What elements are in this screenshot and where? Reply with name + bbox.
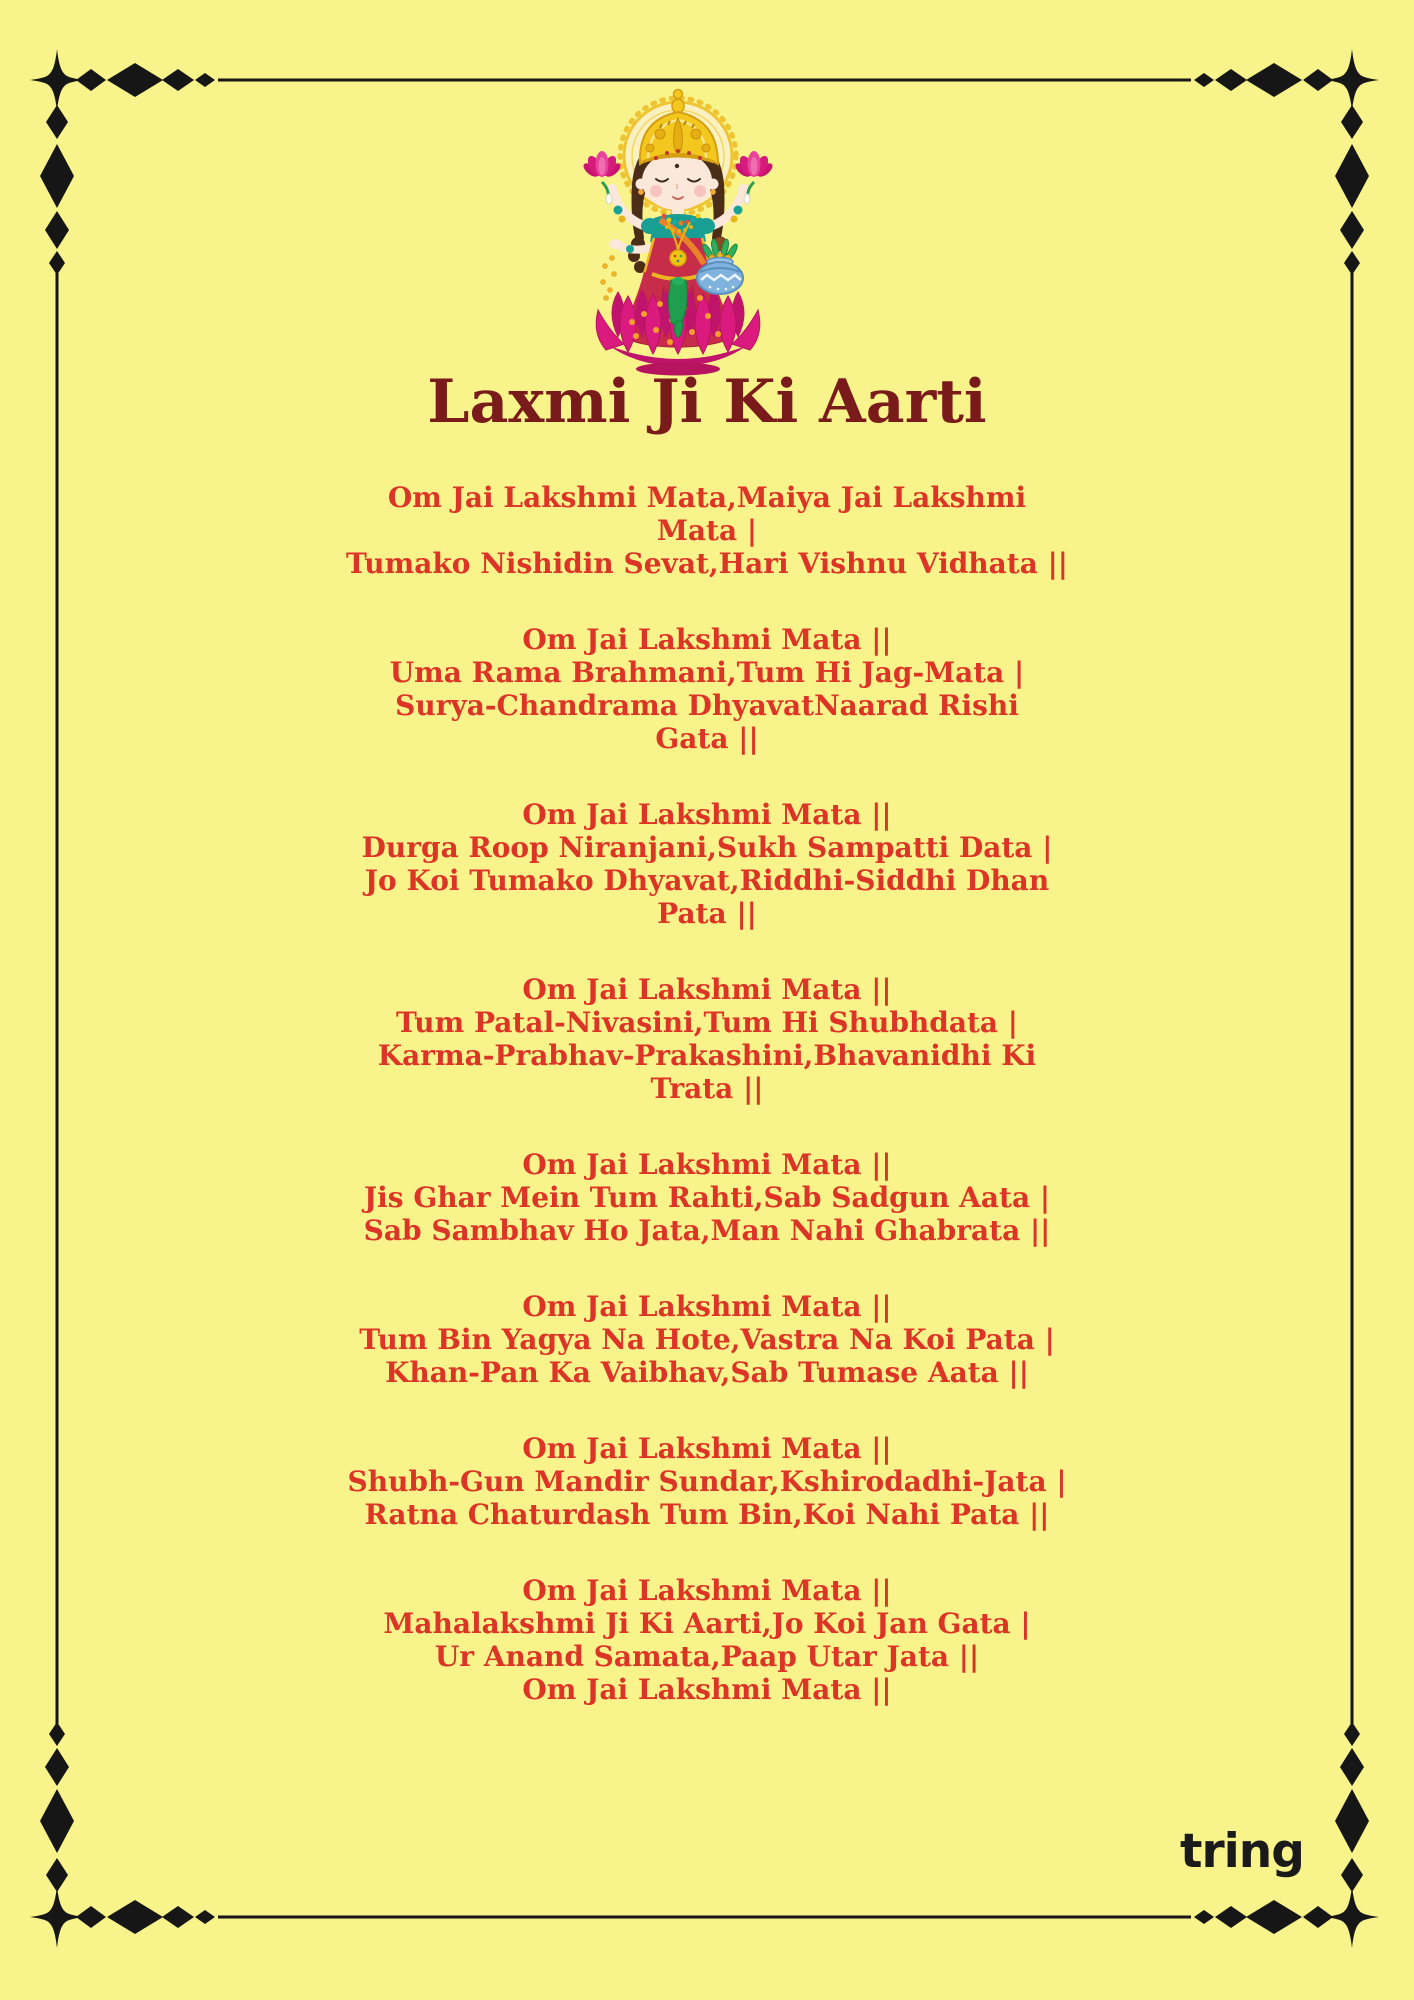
verse-line: Pata ||	[657, 897, 757, 930]
verse-line: Ur Anand Samata,Paap Utar Jata ||	[434, 1640, 980, 1673]
gold-coins	[601, 256, 617, 301]
verse-line: Mata |	[656, 514, 758, 547]
aarti-verse-8	[0, 1574, 1414, 1706]
verse-line: Uma Rama Brahmani,Tum Hi Jag-Mata |	[389, 656, 1025, 689]
verse-line: Trata ||	[650, 1072, 764, 1105]
verse-line: Tum Bin Yagya Na Hote,Vastra Na Koi Pata |	[359, 1323, 1055, 1356]
kalash-pot	[697, 237, 743, 294]
aarti-verse-1	[0, 481, 1414, 580]
verse-line: Shubh-Gun Mandir Sundar,Kshirodadhi-Jata |	[347, 1465, 1067, 1498]
verse-line: Tumako Nishidin Sevat,Hari Vishnu Vidhata ||	[346, 547, 1068, 580]
brand-logo: tring	[1180, 1824, 1304, 1879]
verse-line: Surya-Chandrama DhyavatNaarad Rishi	[395, 689, 1019, 722]
verse-line: Om Jai Lakshmi Mata ||	[522, 1148, 892, 1181]
verse-line: Sab Sambhav Ho Jata,Man Nahi Ghabrata ||	[363, 1214, 1051, 1247]
page-title: Laxmi Ji Ki Aarti	[427, 367, 987, 437]
lakshmi-illustration	[572, 86, 784, 378]
verse-line: Om Jai Lakshmi Mata,Maiya Jai Lakshmi	[387, 481, 1027, 514]
verse-line: Durga Roop Niranjani,Sukh Sampatti Data |	[361, 831, 1053, 864]
verse-line: Tum Patal-Nivasini,Tum Hi Shubhdata |	[395, 1006, 1018, 1039]
aarti-verses	[0, 481, 1414, 1749]
verse-line: Om Jai Lakshmi Mata ||	[522, 1574, 892, 1607]
pendant	[670, 250, 686, 266]
crown	[640, 90, 718, 165]
verse-line: Khan-Pan Ka Vaibhav,Sab Tumase Aata ||	[385, 1356, 1029, 1389]
verse-line: Mahalakshmi Ji Ki Aarti,Jo Koi Jan Gata |	[383, 1607, 1031, 1640]
verse-line: Om Jai Lakshmi Mata ||	[522, 973, 892, 1006]
verse-line: Karma-Prabhav-Prakashini,Bhavanidhi Ki	[377, 1039, 1037, 1072]
bindi	[675, 164, 679, 168]
verse-line: Jis Ghar Mein Tum Rahti,Sab Sadgun Aata |	[363, 1181, 1051, 1214]
aarti-verse-3	[0, 798, 1414, 930]
verse-line: Jo Koi Tumako Dhyavat,Riddhi-Siddhi Dhan	[364, 864, 1050, 897]
verse-line: Om Jai Lakshmi Mata ||	[522, 1290, 892, 1323]
aarti-verse-7	[0, 1432, 1414, 1531]
aarti-verse-4	[0, 973, 1414, 1105]
verse-line: Gata ||	[655, 722, 759, 755]
verse-line: Om Jai Lakshmi Mata ||	[522, 623, 892, 656]
verse-line: Ratna Chaturdash Tum Bin,Koi Nahi Pata ||	[364, 1498, 1050, 1531]
aarti-verse-5	[0, 1148, 1414, 1247]
blouse	[641, 214, 715, 242]
aarti-verse-2	[0, 623, 1414, 755]
verse-line: Om Jai Lakshmi Mata ||	[522, 1432, 892, 1465]
aarti-verse-6	[0, 1290, 1414, 1389]
verse-line: Om Jai Lakshmi Mata ||	[522, 1673, 892, 1706]
verse-line: Om Jai Lakshmi Mata ||	[522, 798, 892, 831]
